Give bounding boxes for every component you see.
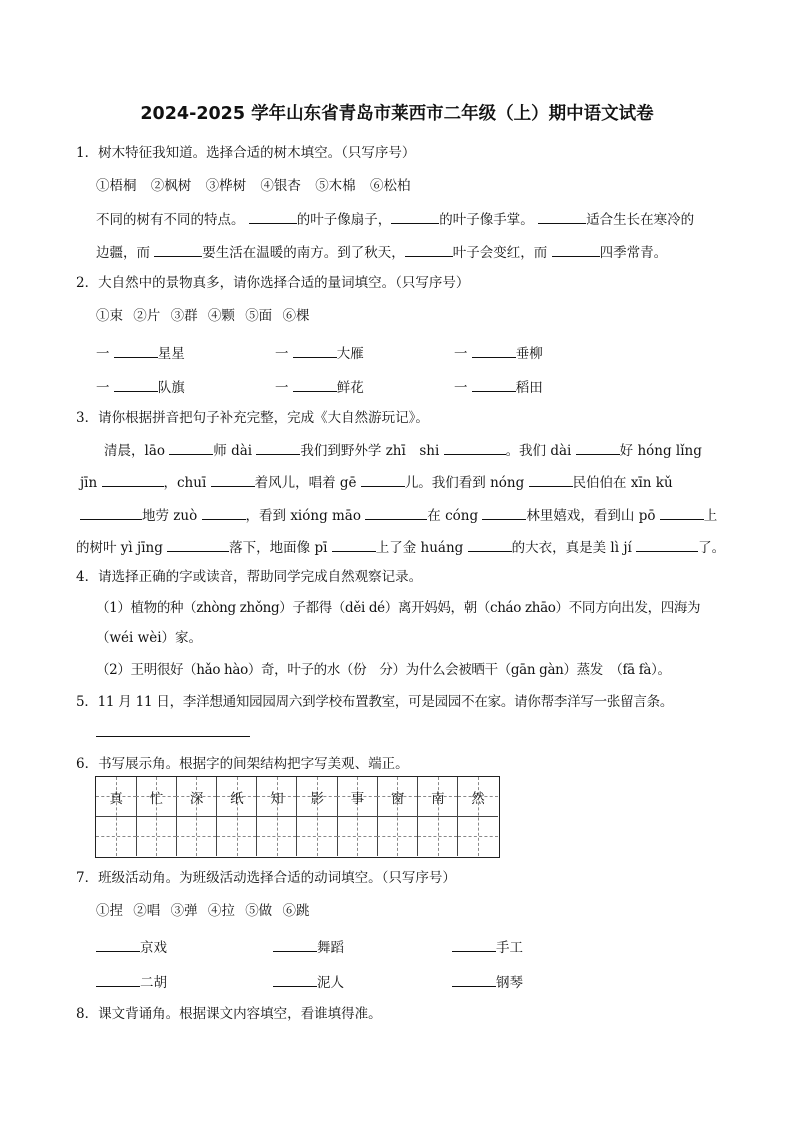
q1-line1 [96, 209, 694, 230]
q1-options [96, 176, 420, 196]
q4-part1: （1）植物的种（zhòng zhǒng）子都得（děi dé）离开妈妈，朝（cháo zhāo）不同方向出发，四海为 [96, 600, 701, 616]
q5-stem: 5．11 月 11 日，李洋想通知园园周六到学校布置教室，可是园园不在家。请你帮李洋写一张留言条。 [76, 694, 674, 710]
answer-blank[interactable] [452, 937, 496, 952]
answer-blank[interactable] [96, 937, 140, 952]
answer-blank[interactable] [365, 505, 427, 520]
q1-option: ③桦树 [205, 178, 247, 194]
grid-char: 事 [350, 791, 365, 807]
grid-cell[interactable] [337, 777, 378, 856]
q2-option: ①束 [96, 308, 123, 324]
q3-line1: 清晨，lāo 师 dài 我们到野外学 zhī shi 。我们 dài 好 hóng lǐng [104, 440, 702, 461]
grid-cell[interactable] [176, 777, 217, 856]
q2-option: ③群 [170, 308, 198, 324]
q3-line2: jīn ，chuī 着风儿，唱着 gē 儿。我们看到 nóng 民伯伯在 xīn kǔ [80, 472, 673, 493]
answer-blank[interactable] [102, 472, 164, 487]
answer-blank[interactable] [249, 209, 297, 224]
answer-blank[interactable] [154, 242, 202, 257]
answer-blank[interactable] [256, 440, 300, 455]
grid-cell[interactable] [96, 777, 137, 856]
q1-option: ⑤木棉 [315, 178, 356, 194]
answer-blank[interactable] [167, 537, 229, 552]
writing-grid[interactable] [95, 776, 500, 858]
grid-cell[interactable] [257, 777, 298, 856]
answer-blank[interactable] [80, 505, 142, 520]
grid-char: 深 [189, 791, 204, 807]
answer-blank[interactable] [636, 537, 698, 552]
q1-text: 适合生长在寒冷的 [586, 212, 695, 228]
q2-item: 一 鲜花 [275, 376, 364, 396]
q3-stem: 3．请你根据拼音把句子补充完整，完成《大自然游玩记》。 [76, 410, 429, 426]
answer-blank[interactable] [273, 937, 317, 952]
q1-line2 [96, 242, 667, 263]
q2-option: ④颗 [207, 308, 235, 324]
q1-option: ④银杏 [260, 178, 301, 194]
q1-stem: 1．树木特征我知道。选择合适的树木填空。（只写序号） [76, 145, 416, 161]
q7-option: ⑤做 [245, 903, 273, 919]
answer-blank[interactable] [211, 472, 255, 487]
q8-stem: 8．课文背诵角。根据课文内容填空，看谁填得准。 [76, 1006, 382, 1022]
page-title: 2024-2025 学年山东省青岛市莱西市二年级（上）期中语文试卷 [140, 104, 654, 124]
q7-option: ①捏 [96, 903, 123, 919]
grid-cell[interactable] [377, 777, 418, 856]
answer-blank[interactable] [576, 440, 620, 455]
grid-cell[interactable] [136, 777, 177, 856]
grid-char: 真 [109, 791, 123, 807]
q7-item: 泥人 [273, 971, 344, 991]
answer-blank[interactable] [472, 377, 516, 392]
q7-item: 二胡 [96, 971, 167, 991]
q7-option: ③弹 [170, 903, 198, 919]
q2-option: ⑤面 [245, 308, 273, 324]
grid-char: 忙 [149, 791, 164, 807]
answer-blank[interactable] [202, 505, 246, 520]
q7-item: 京戏 [96, 936, 167, 956]
q2-options [96, 306, 315, 326]
answer-blank[interactable] [660, 505, 704, 520]
q4-stem: 4．请选择正确的字或读音，帮助同学完成自然观察记录。 [76, 569, 423, 585]
q7-item: 钢琴 [452, 971, 523, 991]
answer-blank[interactable] [96, 972, 140, 987]
answer-blank[interactable] [332, 537, 376, 552]
answer-blank[interactable] [405, 242, 453, 257]
q2-option: ⑥棵 [282, 308, 310, 324]
answer-blank[interactable] [472, 343, 516, 358]
q2-option: ②片 [133, 308, 161, 324]
q1-option: ②枫树 [150, 178, 192, 194]
q2-item: 一 稻田 [454, 376, 543, 396]
answer-blank[interactable] [293, 377, 337, 392]
q1-text: 边疆，而 [96, 245, 150, 261]
answer-blank[interactable] [538, 209, 586, 224]
answer-blank[interactable] [114, 377, 158, 392]
answer-blank[interactable] [169, 440, 213, 455]
grid-char: 窗 [390, 791, 405, 807]
answer-blank[interactable] [273, 972, 317, 987]
q4-part2: （2）王明很好（hǎo hào）奇，叶子的水（份 分）为什么会被晒干（gān gàn）蒸发 （fā fà）。 [96, 662, 671, 678]
q1-text: 的叶子像扇子， [296, 212, 392, 228]
q1-text: 要生活在温暖的南方。到了秋天， [202, 245, 405, 261]
answer-blank[interactable] [293, 343, 337, 358]
q3-line4: 的树叶 yì jīng 落下，地面像 pī 上了金 huáng 的大衣，真是美 lì jí 了。 [76, 537, 725, 558]
grid-char: 南 [431, 791, 445, 807]
q1-text: 的叶子像手掌。 [439, 212, 534, 228]
grid-char: 影 [310, 791, 324, 807]
q7-item: 手工 [452, 936, 523, 956]
answer-blank[interactable] [361, 472, 405, 487]
answer-blank[interactable] [452, 972, 496, 987]
grid-cell[interactable] [458, 777, 499, 856]
answer-blank[interactable] [114, 343, 158, 358]
q7-option: ②唱 [133, 903, 161, 919]
q7-stem: 7．班级活动角。为班级活动选择合适的动词填空。（只写序号） [76, 870, 456, 886]
q2-stem: 2．大自然中的景物真多，请你选择合适的量词填空。（只写序号） [76, 275, 470, 291]
grid-cell[interactable] [418, 777, 459, 856]
grid-cell[interactable] [297, 777, 338, 856]
answer-blank[interactable] [444, 440, 506, 455]
q7-option: ④拉 [207, 903, 235, 919]
grid-char: 纸 [230, 791, 244, 807]
answer-blank[interactable] [482, 505, 526, 520]
q1-text: 四季常青。 [599, 245, 668, 261]
answer-blank[interactable] [468, 537, 512, 552]
answer-blank[interactable] [391, 209, 439, 224]
q2-item: 一 大雁 [275, 342, 364, 362]
q1-text: 叶子会变红，而 [452, 245, 548, 261]
q1-text: 不同的树有不同的特点。 [96, 212, 245, 228]
q6-stem: 6．书写展示角。根据字的间架结构把字写美观、端正。 [76, 756, 409, 772]
q3-line3: 地劳 zuò ，看到 xióng māo 在 cóng 林里嬉戏，看到山 pō 上 [80, 505, 717, 526]
q2-item: 一 垂柳 [454, 342, 543, 362]
q2-item: 一 队旗 [96, 376, 185, 396]
grid-char: 然 [471, 791, 485, 807]
answer-blank[interactable] [552, 242, 600, 257]
answer-blank[interactable] [529, 472, 573, 487]
q7-options [96, 901, 315, 921]
grid-char: 知 [270, 791, 284, 807]
q2-item: 一 星星 [96, 342, 185, 362]
q1-option: ⑥松柏 [369, 178, 411, 194]
grid-cell[interactable] [217, 777, 258, 856]
q7-option: ⑥跳 [282, 903, 310, 919]
q4-part1-cont: （wéi wèi）家。 [96, 630, 203, 646]
q1-option: ①梧桐 [96, 178, 137, 194]
q7-item: 舞蹈 [273, 936, 344, 956]
q5-writing-line[interactable] [96, 736, 250, 737]
